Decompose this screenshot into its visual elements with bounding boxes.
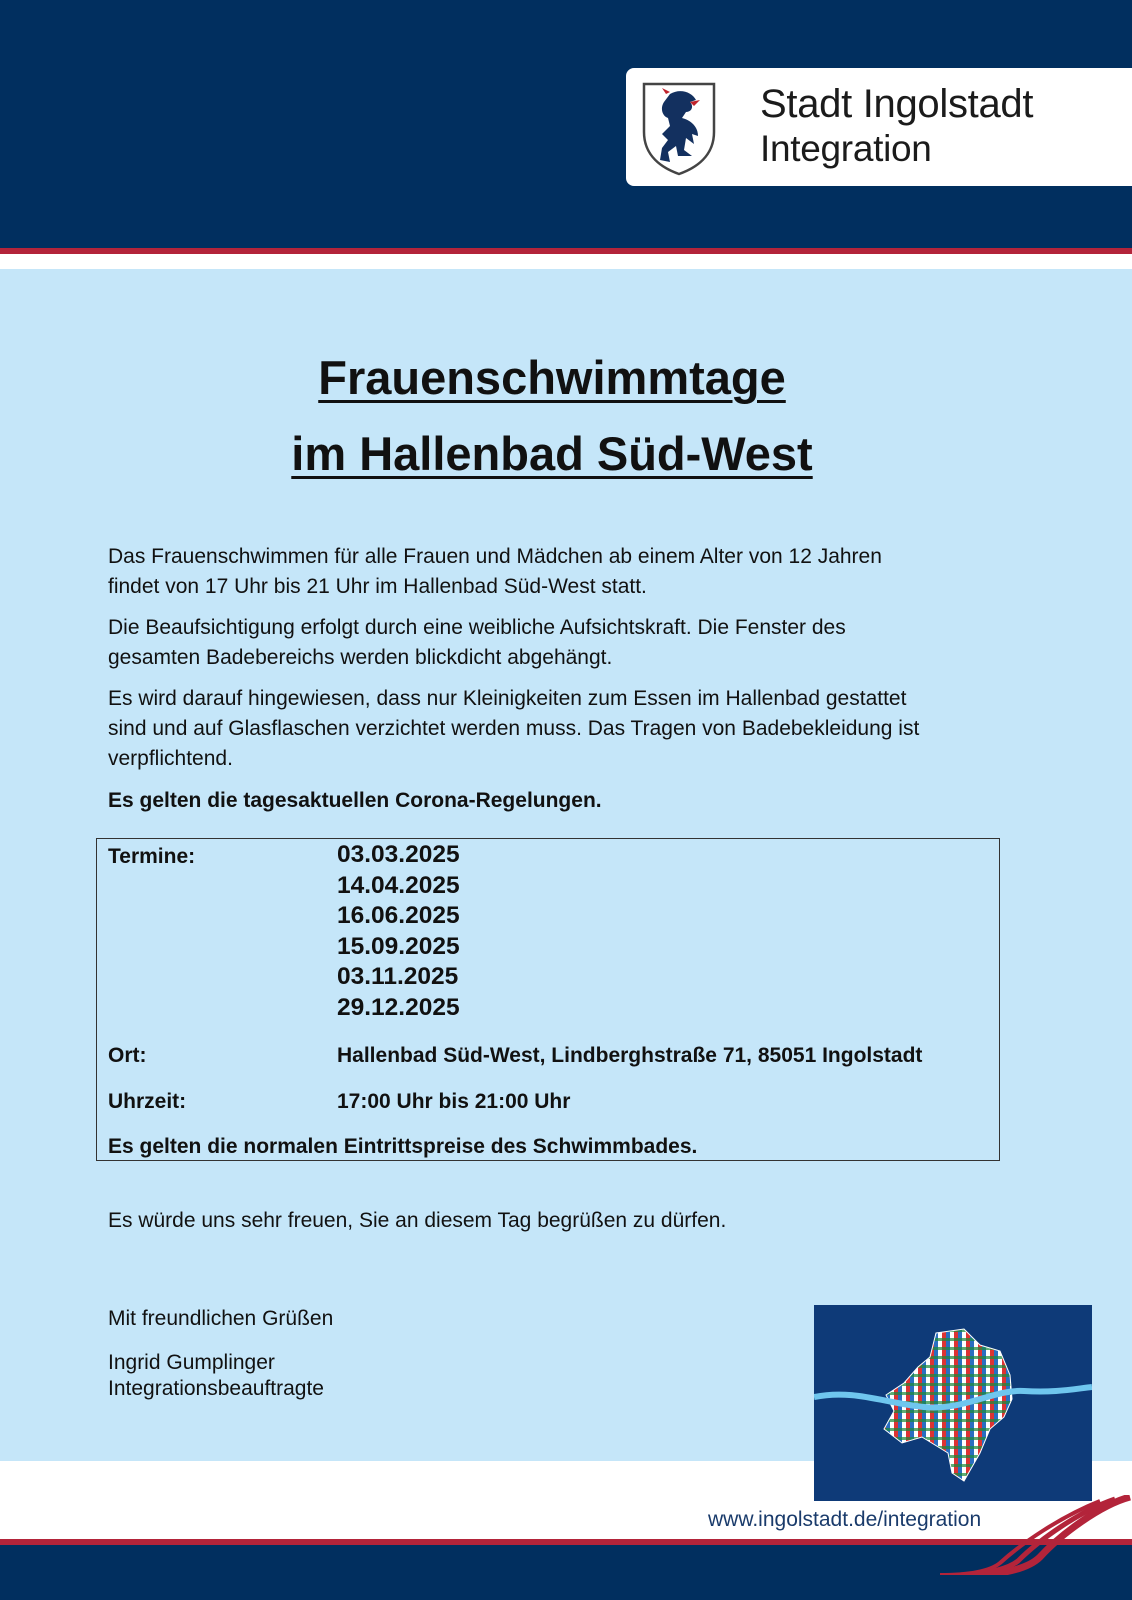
ort-value: Hallenbad Süd-West, Lindberghstraße 71, 85051 Ingolstadt: [337, 1044, 923, 1067]
title-line-1: Frauenschwimmtage: [318, 351, 786, 404]
welcome-text: Es würde uns sehr freuen, Sie an diesem Tag begrüßen zu dürfen.: [108, 1209, 727, 1232]
org-title: Stadt Ingolstadt: [760, 82, 1034, 126]
red-swoosh-icon: [890, 1495, 1132, 1575]
ort-label: Ort:: [108, 1044, 147, 1067]
paragraph-3-line-3: verpflichtend.: [108, 747, 233, 770]
flag-map-icon: [814, 1305, 1092, 1501]
org-subtitle: Integration: [760, 128, 932, 169]
paragraph-2-line-1: Die Beaufsichtigung erfolgt durch eine weibliche Aufsichtskraft. Die Fenster des: [108, 616, 846, 639]
date-item: 14.04.2025: [337, 871, 460, 899]
paragraph-2-line-2: gesamten Badebereichs werden blickdicht abgehängt.: [108, 646, 613, 669]
ingolstadt-crest-icon: [640, 80, 718, 176]
logo-box: [626, 68, 1132, 186]
signer-role: Integrationsbeauftragte: [108, 1377, 324, 1400]
date-item: 16.06.2025: [337, 902, 460, 929]
uhrzeit-value: 17:00 Uhr bis 21:00 Uhr: [337, 1090, 571, 1113]
header-red-stripe: [0, 248, 1132, 254]
date-item: 03.03.2025: [337, 841, 460, 868]
paragraph-3-line-1: Es wird darauf hingewiesen, dass nur Kleinigkeiten zum Essen im Hallenbad gestattet: [108, 687, 907, 710]
date-item: 29.12.2025: [337, 993, 460, 1021]
paragraph-3: [108, 684, 1008, 774]
page-title: [0, 340, 1104, 492]
greeting-text: Mit freundlichen Grüßen: [108, 1307, 334, 1330]
paragraph-1-line-2: findet von 17 Uhr bis 21 Uhr im Hallenbad Süd-West statt.: [108, 575, 647, 598]
paragraph-1-line-1: Das Frauenschwimmen für alle Frauen und Mädchen ab einem Alter von 12 Jahren: [108, 545, 882, 568]
date-item: 15.09.2025: [337, 932, 460, 960]
signer-name: Ingrid Gumplinger: [108, 1351, 275, 1374]
paragraph-2: [108, 613, 1008, 673]
prices-notice: Es gelten die normalen Eintrittspreise des Schwimmbades.: [108, 1135, 698, 1158]
date-item: 03.11.2025: [337, 963, 459, 990]
uhrzeit-label: Uhrzeit:: [108, 1090, 187, 1113]
paragraph-1: [108, 542, 1008, 602]
paragraph-3-line-2: sind und auf Glasflaschen verzichtet werden muss. Das Tragen von Badebekleidung ist: [108, 717, 920, 740]
footer-url[interactable]: www.ingolstadt.de/integration: [708, 1508, 982, 1531]
termine-label: Termine:: [108, 845, 196, 868]
corona-notice: Es gelten die tagesaktuellen Corona-Regelungen.: [108, 789, 602, 812]
title-line-2: im Hallenbad Süd-West: [291, 427, 813, 480]
dates-list: [337, 840, 460, 1023]
